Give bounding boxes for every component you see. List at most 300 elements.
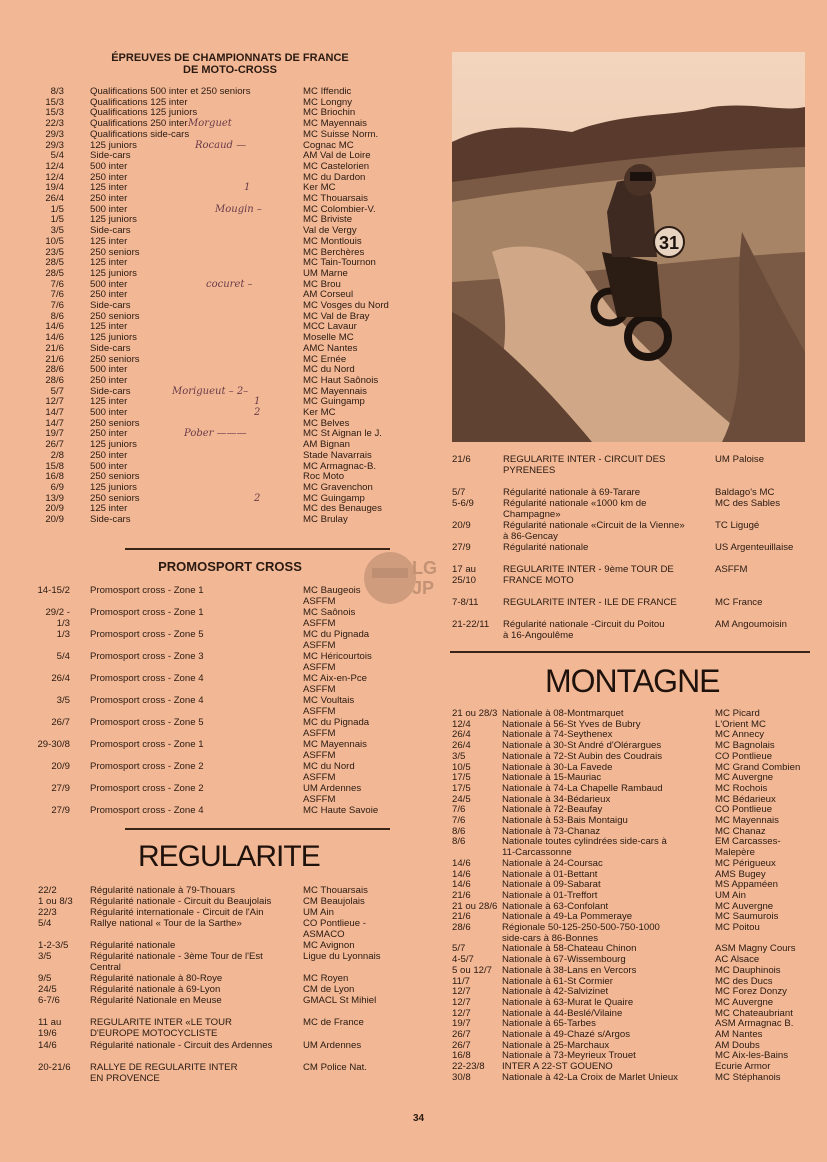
- table-row: [30, 248, 410, 259]
- championnats-title-line2: DE MOTO-CROSS: [183, 64, 277, 76]
- table-row: [452, 859, 812, 870]
- row-date: 16/8: [45, 472, 64, 483]
- row-event: Promosport cross - Zone 2: [90, 784, 204, 794]
- row-club: MC du Pignada: [303, 718, 370, 728]
- row-event: 250 inter: [90, 194, 128, 204]
- row-club: Moselle MC: [303, 333, 354, 344]
- row-event: Side-cars: [90, 343, 131, 354]
- row-club: MC Picard: [715, 709, 760, 719]
- table-row: [30, 641, 400, 652]
- row-club: MC Poitou: [715, 923, 760, 933]
- row-date: 13/9: [45, 493, 64, 504]
- row-club: MS Appaméen: [715, 880, 778, 891]
- row-date: 23/5: [45, 247, 64, 258]
- row-event-cont: D'EUROPE MOTOCYCLISTE: [90, 1028, 218, 1039]
- row-club: MC Chanaz: [715, 826, 766, 837]
- table-row: [30, 344, 410, 355]
- table-row: [38, 908, 438, 919]
- table-row: [30, 806, 400, 817]
- table-row: [452, 944, 812, 955]
- row-club: UM Paloise: [715, 455, 765, 465]
- row-event: Régularité nationale à 69-Tarare: [503, 488, 641, 498]
- row-date: 20/9: [45, 515, 64, 525]
- row-date: 14/6: [45, 322, 64, 333]
- table-row: [30, 608, 400, 619]
- row-club: AM Doubs: [715, 1040, 760, 1051]
- row-event: Nationale à 25-Marchaux: [502, 1040, 610, 1051]
- table-row: [30, 586, 400, 597]
- row-club: MC Briviste: [303, 215, 353, 226]
- table-row: [30, 173, 410, 184]
- table-row: [30, 472, 410, 483]
- table-row: [30, 162, 410, 173]
- row-club: AM Corseul: [303, 290, 354, 301]
- table-row: [38, 952, 438, 963]
- table-row: [38, 1029, 438, 1040]
- row-date: 24/5: [452, 794, 471, 805]
- row-event: Régularité Nationale en Meuse: [90, 996, 222, 1006]
- table-row: [30, 440, 410, 451]
- row-event: Nationale à 67-Wissembourg: [502, 955, 626, 966]
- row-event: RÉGULARITÉ INTER - CIRCUIT DES: [503, 455, 666, 465]
- row-event: Qualifications 500 inter et 250 seniors: [90, 87, 251, 97]
- row-event: Régularité nationale «Circuit de la Vienne»: [503, 521, 685, 531]
- table-row: [452, 837, 812, 848]
- table-row: [38, 897, 438, 908]
- row-event: INTER A 22-ST GOUENO: [502, 1062, 613, 1073]
- row-event: Régularité nationale - Circuit des Ardennes: [90, 1041, 273, 1051]
- row-event: Side-cars: [90, 386, 131, 397]
- row-date: 12/4: [452, 719, 471, 730]
- row-event: 500 inter: [90, 279, 128, 290]
- row-event: Promosport cross - Zone 5: [90, 630, 204, 640]
- row-event: 125 inter: [90, 258, 128, 269]
- row-event: Nationale à 53-Bais Montaigu: [502, 816, 628, 826]
- row-club: MC des Sables: [715, 499, 781, 509]
- table-row: [30, 408, 410, 419]
- row-event-cont: PYRÉNÉES: [503, 465, 556, 476]
- table-row: [30, 258, 410, 269]
- table-row: [452, 741, 812, 752]
- row-date: 14/6: [45, 333, 64, 344]
- handwritten-note: Morguet: [188, 118, 232, 130]
- row-event: Nationale à 74-La Chapelle Rambaud: [502, 783, 663, 794]
- handwritten-note: cocuret –: [206, 278, 253, 290]
- row-club: MC Aix-en-Pce: [303, 674, 367, 684]
- table-row: [38, 963, 438, 974]
- row-date: 28/5: [45, 268, 64, 279]
- row-event: Nationale à 42-Salvizinet: [502, 987, 609, 998]
- row-club: MC Héricourtois: [303, 652, 372, 662]
- table-row: [38, 886, 438, 897]
- row-club: Cognac MC: [303, 140, 354, 151]
- table-row: [452, 1009, 812, 1020]
- table-row: [452, 1041, 812, 1052]
- row-date: 21/6: [452, 912, 471, 923]
- row-event: Régularité nationale: [503, 543, 589, 553]
- table-row: [30, 729, 400, 740]
- table-row: [30, 773, 400, 784]
- row-club: MC France: [715, 598, 763, 608]
- row-date: 20-21/6: [38, 1063, 71, 1073]
- row-club: MC Saônois: [303, 608, 356, 618]
- table-row: [452, 532, 812, 543]
- row-club: Baldago's MC: [715, 488, 775, 498]
- row-club: MC Mayennais: [715, 816, 779, 826]
- row-date: 5/4: [50, 151, 64, 162]
- row-event: 250 inter: [90, 450, 128, 461]
- row-date: 14/6: [452, 880, 471, 891]
- row-date: 28/6: [45, 375, 64, 386]
- table-row: [452, 1073, 812, 1084]
- row-event-cont: à 16-Angoulême: [503, 630, 574, 641]
- row-date: 8/6: [50, 311, 64, 322]
- row-club: MC Auvergne: [715, 997, 774, 1008]
- row-club: MC Longny: [303, 97, 353, 108]
- row-date: 7-8/11: [452, 598, 479, 608]
- row-event: Promosport cross - Zone 1: [90, 740, 204, 750]
- table-row: [452, 1062, 812, 1073]
- row-club: AC Alsace: [715, 955, 760, 966]
- row-date: 27/9: [51, 806, 70, 816]
- row-club: CM Beaujolais: [303, 897, 365, 907]
- row-club: Ker MC: [303, 183, 336, 194]
- lgjp-stamp: [350, 538, 460, 618]
- table-row: [452, 870, 812, 881]
- row-event: Régionale 50-125-250-500-750-1000: [502, 923, 660, 933]
- table-row: [452, 598, 812, 609]
- table-row: [30, 696, 400, 707]
- table-row: [30, 504, 410, 515]
- row-date: 11 au: [38, 1018, 62, 1028]
- row-club: MC Bédarieux: [715, 794, 776, 805]
- row-date: 7/6: [452, 816, 466, 826]
- row-club: Stade Navarrais: [303, 450, 372, 461]
- row-club: MCC Lavaur: [303, 322, 357, 333]
- table-row: [30, 784, 400, 795]
- row-event: Promosport cross - Zone 2: [90, 762, 204, 772]
- row-date: 3/5: [38, 952, 52, 962]
- row-club: MC Gravenchon: [303, 482, 373, 493]
- row-event: Régularité nationale «1000 km de: [503, 499, 647, 509]
- row-club: GMACL St Mihiel: [303, 996, 377, 1006]
- row-date: 14-15/2: [37, 586, 70, 596]
- championnats-table: [30, 87, 410, 526]
- row-date: 11/7: [452, 976, 470, 987]
- row-club: MC Haut Saônois: [303, 375, 379, 386]
- row-event: Qualifications 125 inter: [90, 97, 188, 108]
- row-club: UM Ardennes: [303, 1041, 362, 1051]
- row-event-cont: à 86-Gencay: [503, 531, 558, 542]
- table-row: [452, 902, 812, 913]
- row-event: Nationale à 58-Chateau Chinon: [502, 944, 637, 955]
- row-event: Promosport cross - Zone 4: [90, 696, 204, 706]
- table-row: [452, 966, 812, 977]
- table-row: [30, 333, 410, 344]
- row-club: MC Avignon: [303, 941, 355, 951]
- table-row: [30, 751, 400, 762]
- row-event: RALLYE DE RÉGULARITÉ INTER: [90, 1063, 238, 1073]
- row-event-cont: Champagne»: [503, 509, 561, 520]
- table-row: [30, 630, 400, 641]
- row-club: MC Brou: [303, 279, 341, 290]
- row-club: AMS Bugey: [715, 869, 766, 880]
- row-club: ASFFM: [715, 565, 748, 575]
- row-club: MC Voultais: [303, 696, 355, 706]
- row-event: 125 juniors: [90, 268, 137, 279]
- row-club: MC Iffendic: [303, 87, 352, 97]
- table-row: [30, 237, 410, 248]
- row-club-cont: ASFFM: [303, 684, 336, 695]
- motorcycle-photo: [452, 52, 805, 442]
- row-club: MC Castelorien: [303, 161, 370, 172]
- row-club: MC Colombier-V.: [303, 204, 376, 215]
- row-date: 28/5: [45, 258, 64, 269]
- row-club: AM Val de Loire: [303, 151, 371, 162]
- row-club: MC Périgueux: [715, 858, 776, 869]
- stamp-text: LG JP: [412, 558, 437, 598]
- row-club: Ligue du Lyonnais: [303, 952, 381, 962]
- promosport-title: PROMOSPORT CROSS: [158, 559, 302, 574]
- row-club-cont: ASFFM: [303, 750, 336, 761]
- handwritten-note: Mougin –: [215, 203, 262, 215]
- row-event: 250 seniors: [90, 247, 140, 258]
- row-event: 500 inter: [90, 204, 128, 215]
- row-club: AM Nantes: [715, 1030, 763, 1040]
- row-date: 26/4: [51, 674, 70, 684]
- table-row: [30, 301, 410, 312]
- row-event: 125 juniors: [90, 482, 137, 493]
- row-club: MC Vosges du Nord: [303, 301, 389, 311]
- row-date: 1/5: [50, 204, 64, 215]
- handwritten-note: Morigueut – 2–: [172, 385, 249, 397]
- table-row: [30, 597, 400, 608]
- row-club: MC de France: [303, 1018, 364, 1028]
- table-row: [30, 663, 400, 674]
- table-row: [452, 543, 812, 554]
- row-event: 250 seniors: [90, 472, 140, 483]
- row-event: side-cars à 86-Bonnes: [502, 933, 598, 944]
- row-date: 21 ou 28/6: [452, 901, 498, 912]
- row-club: CO Pontlieue -: [303, 919, 366, 929]
- row-date: 3/5: [56, 696, 70, 706]
- table-row: [452, 763, 812, 774]
- table-row: [30, 312, 410, 323]
- row-club-cont: ASFFM: [303, 772, 336, 783]
- row-club: MC des Benauges: [303, 504, 382, 515]
- row-club: CM Police Nat.: [303, 1063, 367, 1073]
- row-date: 26/4: [45, 194, 64, 204]
- row-event: Nationale toutes cylindrées side-cars à: [502, 837, 667, 848]
- row-club: Val de Vergy: [303, 226, 357, 237]
- row-event: Nationale à 01-Treffort: [502, 890, 598, 901]
- table-row: [452, 631, 812, 642]
- row-date: 8/6: [452, 826, 466, 837]
- row-club: Roc Moto: [303, 472, 345, 483]
- row-club: MC Mayennais: [303, 119, 367, 130]
- row-event: Qualifications 125 juniors: [90, 108, 198, 119]
- table-row: [30, 740, 400, 751]
- row-event: Promosport cross - Zone 5: [90, 718, 204, 728]
- row-event: Side-cars: [90, 515, 131, 525]
- row-club-cont: ASFFM: [303, 640, 336, 651]
- row-date: 19/7: [45, 429, 64, 440]
- table-row: [452, 987, 812, 998]
- row-date: 6-7/6: [38, 996, 60, 1006]
- row-event: RÉGULARITÉ INTER - ILE DE FRANCE: [503, 598, 677, 608]
- table-row: [30, 674, 400, 685]
- table-row: [30, 619, 400, 630]
- row-club: MC du Nord: [303, 762, 355, 772]
- row-date: 9/5: [38, 974, 52, 984]
- row-date: 21/6: [45, 354, 64, 365]
- row-date: 8/6: [452, 837, 466, 848]
- row-club: MC des Ducs: [715, 976, 773, 987]
- row-event: Promosport cross - Zone 3: [90, 652, 204, 662]
- row-club: ASM Magny Cours: [715, 944, 796, 955]
- row-event: Nationale à 65-Tarbes: [502, 1019, 596, 1030]
- row-date: 5 ou 12/7: [452, 965, 493, 976]
- row-event: 125 inter: [90, 504, 128, 515]
- row-event: Promosport cross - Zone 4: [90, 806, 204, 816]
- row-club: MC Aix-les-Bains: [715, 1051, 789, 1062]
- table-row: [30, 290, 410, 301]
- table-row: [30, 87, 410, 98]
- row-date: 22/2: [38, 886, 57, 896]
- row-date: 7/6: [50, 279, 64, 290]
- row-date: 5/4: [56, 652, 70, 662]
- row-event: Nationale à 49-Chazé s/Argos: [502, 1030, 630, 1040]
- table-row: [30, 322, 410, 333]
- table-row: [452, 466, 812, 477]
- table-row: [452, 880, 812, 891]
- row-date: 21/6: [452, 890, 471, 901]
- table-row: [452, 709, 812, 720]
- row-date: 22/3: [45, 119, 64, 130]
- table-row: [452, 565, 812, 576]
- table-row: [30, 397, 410, 408]
- row-event: Régularité nationale - 3ème Tour de l'Est: [90, 952, 263, 962]
- row-club: EM Carcasses-: [715, 837, 781, 848]
- table-row: [452, 455, 812, 466]
- table-row: [452, 891, 812, 902]
- row-club: CO Pontlieue: [715, 805, 773, 816]
- row-event: RÉGULARITÉ INTER «LE TOUR: [90, 1018, 232, 1028]
- row-event: Nationale à 44-Beslé/Vilaine: [502, 1008, 623, 1019]
- row-date: 27/9: [51, 784, 70, 794]
- handwritten-note: 2: [254, 492, 261, 504]
- table-row: [30, 226, 410, 237]
- table-row: [30, 515, 410, 526]
- row-event: Nationale à 72-St Aubin des Coudrais: [502, 751, 662, 762]
- row-date: 17/5: [452, 783, 471, 794]
- table-row: [38, 1074, 438, 1085]
- row-date: 5/7: [452, 488, 466, 498]
- row-club: MC Dauphinois: [715, 965, 781, 976]
- table-row: [30, 795, 400, 806]
- row-date: 28/6: [45, 365, 64, 376]
- row-event: RÉGULARITÉ INTER - 9ème TOUR DE: [503, 565, 674, 575]
- row-date: 12/4: [45, 172, 64, 183]
- row-event: Régularité nationale à 69-Lyon: [90, 985, 221, 995]
- row-club-cont: ASFFM: [303, 706, 336, 717]
- table-row: [452, 795, 812, 806]
- row-event: 250 inter: [90, 375, 128, 386]
- row-club: MC Grand Combien: [715, 762, 801, 773]
- table-row: [452, 805, 812, 816]
- row-date: 3/5: [452, 751, 466, 762]
- row-club: MC Saumurois: [715, 912, 779, 923]
- row-date: 12/7: [452, 987, 471, 998]
- row-event: Side-cars: [90, 301, 131, 311]
- row-event: Nationale à 73-Meyrieux Trouet: [502, 1051, 636, 1062]
- row-event: Régularité nationale: [90, 941, 176, 951]
- row-date: 12/4: [45, 161, 64, 172]
- row-date: 10/5: [45, 236, 64, 247]
- row-event: Nationale à 42-La Croix de Marlet Unieux: [502, 1072, 678, 1083]
- row-date: 6/9: [50, 482, 64, 493]
- table-row: [452, 827, 812, 838]
- table-row: [452, 752, 812, 763]
- row-club: MC Forez Donzy: [715, 987, 787, 998]
- handwritten-note: Rocaud —: [195, 139, 247, 151]
- row-date: 14/6: [38, 1041, 57, 1051]
- row-club: MC Belves: [303, 418, 350, 429]
- row-club: MC Guingamp: [303, 493, 365, 504]
- table-row: [30, 451, 410, 462]
- row-date: 22/3: [38, 908, 57, 918]
- row-date: 7/6: [50, 301, 64, 311]
- row-event: 125 juniors: [90, 333, 137, 344]
- table-row: [38, 930, 438, 941]
- table-row: [452, 1030, 812, 1041]
- row-club-cont: ASFFM: [303, 596, 336, 607]
- row-event: Nationale à 01-Bettant: [502, 869, 598, 880]
- row-date-cont: 1/3: [56, 618, 70, 629]
- row-date-cont: 25/10: [452, 575, 477, 586]
- table-row: [38, 941, 438, 952]
- table-row: [30, 685, 400, 696]
- row-event: Rallye national « Tour de la Sarthe»: [90, 919, 242, 929]
- row-date: 22-23/8: [452, 1062, 485, 1073]
- row-club: MC Guingamp: [303, 397, 365, 408]
- row-event: Nationale à 61-St Cormier: [502, 976, 613, 987]
- row-event: Nationale à 24-Coursac: [502, 858, 603, 869]
- table-row: [38, 985, 438, 996]
- row-date: 15/8: [45, 461, 64, 472]
- handwritten-note: Pober ———: [184, 428, 247, 440]
- row-date: 12/7: [452, 997, 471, 1008]
- row-club: Malepère: [715, 848, 755, 859]
- row-event: 500 inter: [90, 461, 128, 472]
- row-club: MC Stéphanois: [715, 1072, 781, 1083]
- row-club: MC Val de Bray: [303, 311, 370, 322]
- row-date: 27/9: [452, 543, 471, 553]
- row-date: 5/7: [50, 386, 64, 397]
- row-date: 7/6: [50, 290, 64, 301]
- row-club: MC Royen: [303, 974, 349, 984]
- row-event: Nationale à 30-La Favede: [502, 762, 613, 773]
- row-date: 24/5: [38, 985, 57, 995]
- row-date: 7/6: [452, 805, 466, 816]
- row-club: MC Bagnolais: [715, 741, 775, 752]
- row-club: US Argenteuillaise: [715, 543, 794, 553]
- handwritten-note: 2: [254, 407, 261, 418]
- montagne-table: [452, 709, 812, 1084]
- row-club: MC St Aignan le J.: [303, 429, 382, 440]
- row-club: MC du Pignada: [303, 630, 370, 640]
- table-row: [452, 720, 812, 731]
